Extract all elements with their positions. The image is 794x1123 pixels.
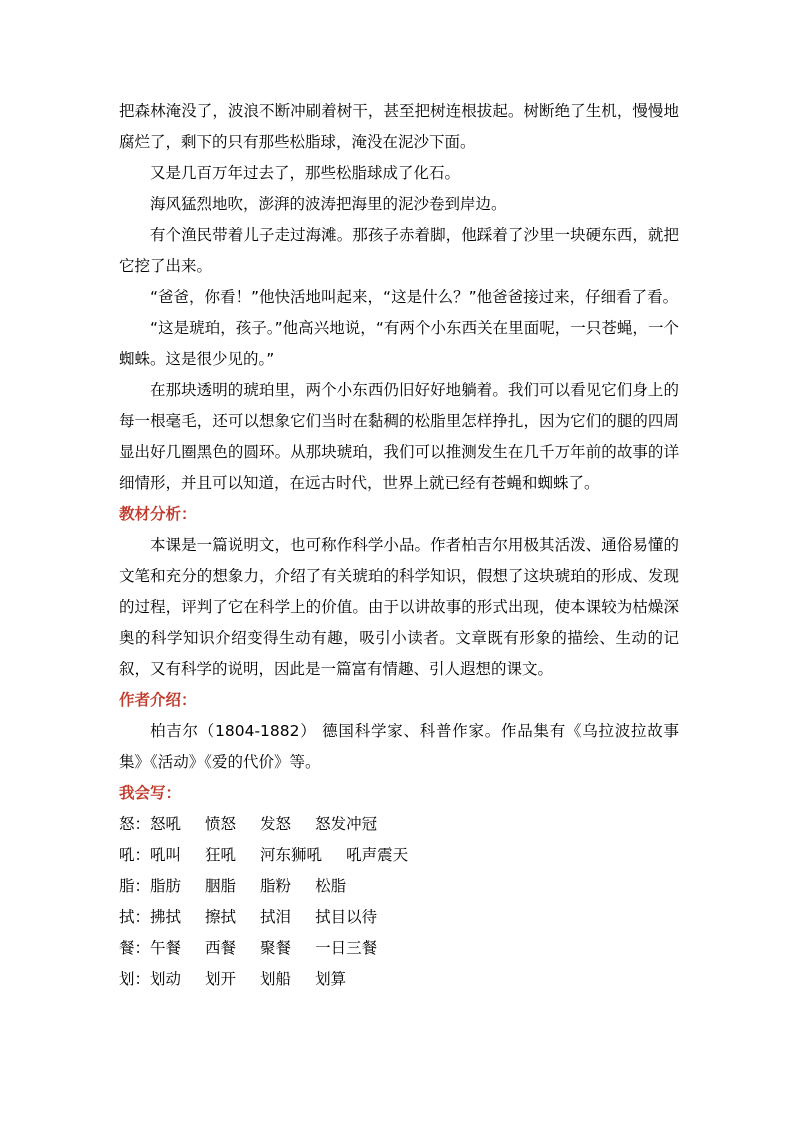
vocab-word: 河东狮吼	[260, 846, 323, 864]
vocab-character: 吼：	[119, 846, 151, 864]
story-paragraph: “这是琥珀，孩子。”他高兴地说，“有两个小东西关在里面呢，一只苍蝇，一个蜘蛛。这是很少见的。”	[119, 319, 679, 368]
vocab-row	[119, 933, 679, 964]
author-section	[119, 685, 679, 778]
vocab-word: 狂吼	[205, 846, 237, 864]
analysis-heading: 教材分析：	[119, 505, 197, 523]
writing-heading: 我会写：	[119, 784, 182, 802]
vocab-character: 餐：	[119, 939, 151, 957]
author-text: 柏吉尔（1804-1882） 德国科学家、科普作家。作品集有《乌拉波拉故事集》《活动》《爱的代价》等。	[119, 722, 679, 771]
document-content	[119, 96, 679, 995]
analysis-section	[119, 499, 679, 685]
vocab-row	[119, 902, 679, 933]
vocab-word: 脂肪	[150, 877, 182, 895]
vocab-word: 发怒	[260, 815, 292, 833]
vocab-word: 划算	[315, 970, 347, 988]
vocab-character: 脂：	[119, 877, 151, 895]
vocab-word: 划动	[150, 970, 182, 988]
vocab-character: 划：	[119, 970, 151, 988]
vocab-word: 拭目以待	[315, 908, 378, 926]
story-paragraph: 海风猛烈地吹，澎湃的波涛把海里的泥沙卷到岸边。	[150, 195, 507, 213]
vocab-word: 擦拭	[205, 908, 237, 926]
vocab-word: 愤怒	[205, 815, 237, 833]
vocab-word: 拂拭	[150, 908, 182, 926]
story-paragraph: 在那块透明的琥珀里，两个小东西仍旧好好地躺着。我们可以看见它们身上的每一根毫毛，还可以想象它们当时在黏稠的松脂里怎样挣扎，因为它们的腿的四周显出好几圈黑色的圆环。从那块琥珀，我们可以推测发生在几千万年前的故事的详细情形，并且可以知道，在远古时代，世界上就已经有苍蝇和蜘蛛了。	[119, 381, 679, 492]
vocab-word: 怒发冲冠	[315, 815, 378, 833]
vocab-row	[119, 964, 679, 995]
author-heading: 作者介绍：	[119, 691, 197, 709]
vocab-word: 午餐	[150, 939, 182, 957]
analysis-text: 本课是一篇说明文，也可称作科学小品。作者柏吉尔用极其活泼、通俗易懂的文笔和充分的想象力，介绍了有关琥珀的科学知识，假想了这块琥珀的形成、发现的过程，评判了它在科学上的价值。由于以讲故事的形式出现，使本课较为枯燥深奥的科学知识介绍变得生动有趣，吸引小读者。文章既有形象的描绘、生动的记叙，又有科学的说明，因此是一篇富有情趣、引人遐想的课文。	[119, 536, 679, 678]
vocab-character: 怒：	[119, 815, 151, 833]
vocab-word: 划船	[260, 970, 292, 988]
story-paragraph: 又是几百万年过去了，那些松脂球成了化石。	[150, 164, 461, 182]
vocab-word: 聚餐	[260, 939, 292, 957]
vocab-word: 松脂	[315, 877, 347, 895]
vocab-word: 西餐	[205, 939, 237, 957]
vocab-word: 一日三餐	[315, 939, 378, 957]
vocab-word: 脂粉	[260, 877, 292, 895]
vocab-word: 吼声震天	[346, 846, 409, 864]
vocab-character: 拭：	[119, 908, 151, 926]
vocab-word: 划开	[205, 970, 237, 988]
vocab-row	[119, 871, 679, 902]
vocab-word: 拭泪	[260, 908, 292, 926]
writing-section	[119, 778, 679, 995]
story-paragraph: 把森林淹没了，波浪不断冲刷着树干，甚至把树连根拔起。树断绝了生机，慢慢地腐烂了，剩下的只有那些松脂球，淹没在泥沙下面。	[119, 102, 679, 151]
vocab-row	[119, 840, 679, 871]
vocab-word: 吼叫	[150, 846, 182, 864]
story-paragraph: “爸爸，你看！”他快活地叫起来，“这是什么？”他爸爸接过来，仔细看了看。	[150, 288, 679, 306]
story-paragraph: 有个渔民带着儿子走过海滩。那孩子赤着脚，他踩着了沙里一块硬东西，就把它挖了出来。	[119, 226, 679, 275]
vocab-row	[119, 809, 679, 840]
vocab-word: 怒吼	[150, 815, 182, 833]
story-section	[119, 96, 679, 499]
vocab-word: 胭脂	[205, 877, 237, 895]
